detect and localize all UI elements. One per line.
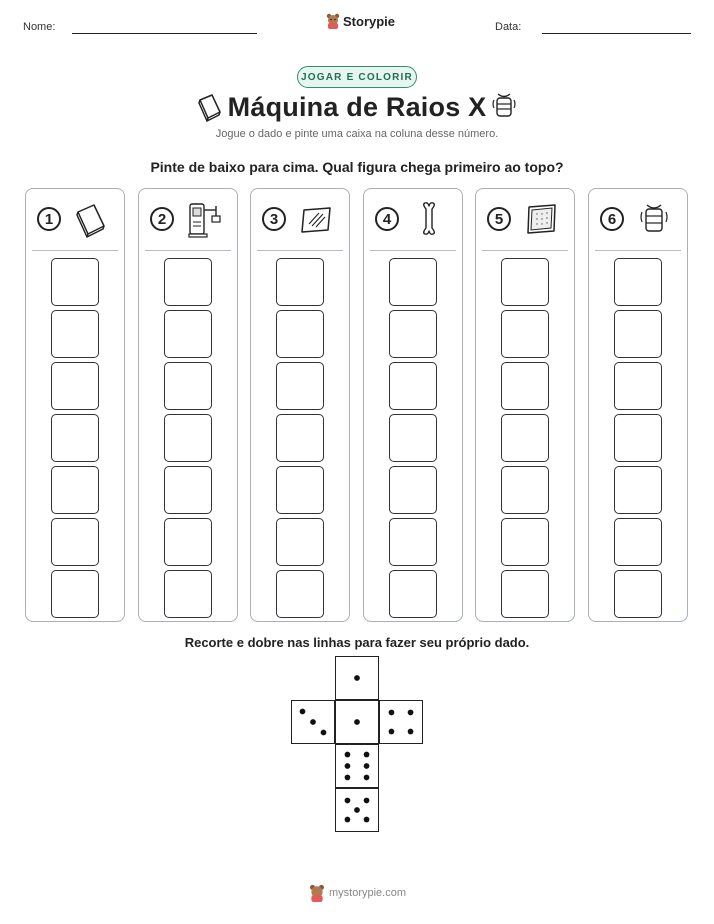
color-box[interactable] (276, 414, 324, 462)
color-box[interactable] (389, 414, 437, 462)
color-box[interactable] (164, 570, 212, 618)
color-box[interactable] (501, 310, 549, 358)
color-box[interactable] (276, 362, 324, 410)
column-number: 5 (487, 207, 511, 231)
color-box[interactable] (164, 258, 212, 306)
date-label: Data: (495, 21, 522, 33)
color-box[interactable] (276, 310, 324, 358)
page-title: Máquina de Raios X (227, 92, 487, 122)
column-divider (145, 250, 231, 251)
color-box[interactable] (276, 258, 324, 306)
color-box[interactable] (614, 362, 662, 410)
color-box[interactable] (614, 310, 662, 358)
column-divider (257, 250, 343, 251)
die-face-3 (291, 700, 335, 744)
color-box[interactable] (501, 518, 549, 566)
name-label: Nome: (23, 21, 56, 33)
bear-mascot-icon (309, 884, 325, 902)
die-face-4 (379, 700, 423, 744)
footer-url[interactable]: mystorypie.com (329, 887, 407, 899)
book-icon (72, 200, 110, 238)
column-number: 3 (262, 207, 286, 231)
column-1 (25, 188, 125, 622)
column-4 (363, 188, 463, 622)
die-face-1 (335, 700, 379, 744)
name-line[interactable] (72, 33, 257, 34)
column-divider (370, 250, 456, 251)
lightbox-panel-icon (522, 200, 560, 238)
column-2 (138, 188, 238, 622)
die-face-6 (335, 744, 379, 788)
color-box[interactable] (164, 414, 212, 462)
color-box[interactable] (276, 570, 324, 618)
color-box[interactable] (389, 570, 437, 618)
column-number: 6 (600, 207, 624, 231)
color-box[interactable] (501, 258, 549, 306)
xray-film-icon (297, 200, 335, 238)
column-number: 2 (150, 207, 174, 231)
lead-apron-icon (490, 90, 518, 122)
game-instruction: Pinte de baixo para cima. Qual figura chega primeiro ao topo? (150, 159, 564, 175)
xray-machine-icon (185, 200, 223, 238)
color-box[interactable] (389, 310, 437, 358)
bear-mascot-icon (326, 13, 340, 29)
color-box[interactable] (276, 466, 324, 514)
bone-icon (410, 200, 448, 238)
color-box[interactable] (51, 466, 99, 514)
date-line[interactable] (542, 33, 691, 34)
category-badge: JOGAR E COLORIR (297, 66, 417, 88)
color-box[interactable] (389, 362, 437, 410)
color-box[interactable] (164, 466, 212, 514)
page-subtitle: Jogue o dado e pinte uma caixa na coluna desse número. (215, 128, 499, 140)
color-box[interactable] (51, 570, 99, 618)
lead-apron-icon (635, 200, 673, 238)
color-box[interactable] (389, 258, 437, 306)
column-divider (482, 250, 568, 251)
die-face-1 (335, 656, 379, 700)
color-box[interactable] (389, 466, 437, 514)
footer (309, 884, 406, 902)
color-box[interactable] (51, 518, 99, 566)
color-box[interactable] (51, 310, 99, 358)
color-box[interactable] (501, 362, 549, 410)
color-box[interactable] (501, 466, 549, 514)
color-box[interactable] (51, 414, 99, 462)
column-number: 4 (375, 207, 399, 231)
column-3 (250, 188, 350, 622)
color-box[interactable] (276, 518, 324, 566)
column-5 (475, 188, 575, 622)
column-divider (595, 250, 681, 251)
column-number: 1 (37, 207, 61, 231)
color-box[interactable] (614, 414, 662, 462)
column-divider (32, 250, 118, 251)
color-box[interactable] (51, 362, 99, 410)
color-box[interactable] (164, 310, 212, 358)
color-box[interactable] (501, 570, 549, 618)
brand-logo (326, 13, 395, 29)
color-box[interactable] (164, 362, 212, 410)
color-box[interactable] (614, 570, 662, 618)
color-box[interactable] (614, 258, 662, 306)
color-box[interactable] (164, 518, 212, 566)
color-box[interactable] (51, 258, 99, 306)
color-box[interactable] (389, 518, 437, 566)
die-instruction: Recorte e dobre nas linhas para fazer seu próprio dado. (184, 635, 530, 650)
column-6 (588, 188, 688, 622)
brand-name: Storypie (343, 13, 396, 29)
color-box[interactable] (501, 414, 549, 462)
color-box[interactable] (614, 466, 662, 514)
color-box[interactable] (614, 518, 662, 566)
die-face-5 (335, 788, 379, 832)
